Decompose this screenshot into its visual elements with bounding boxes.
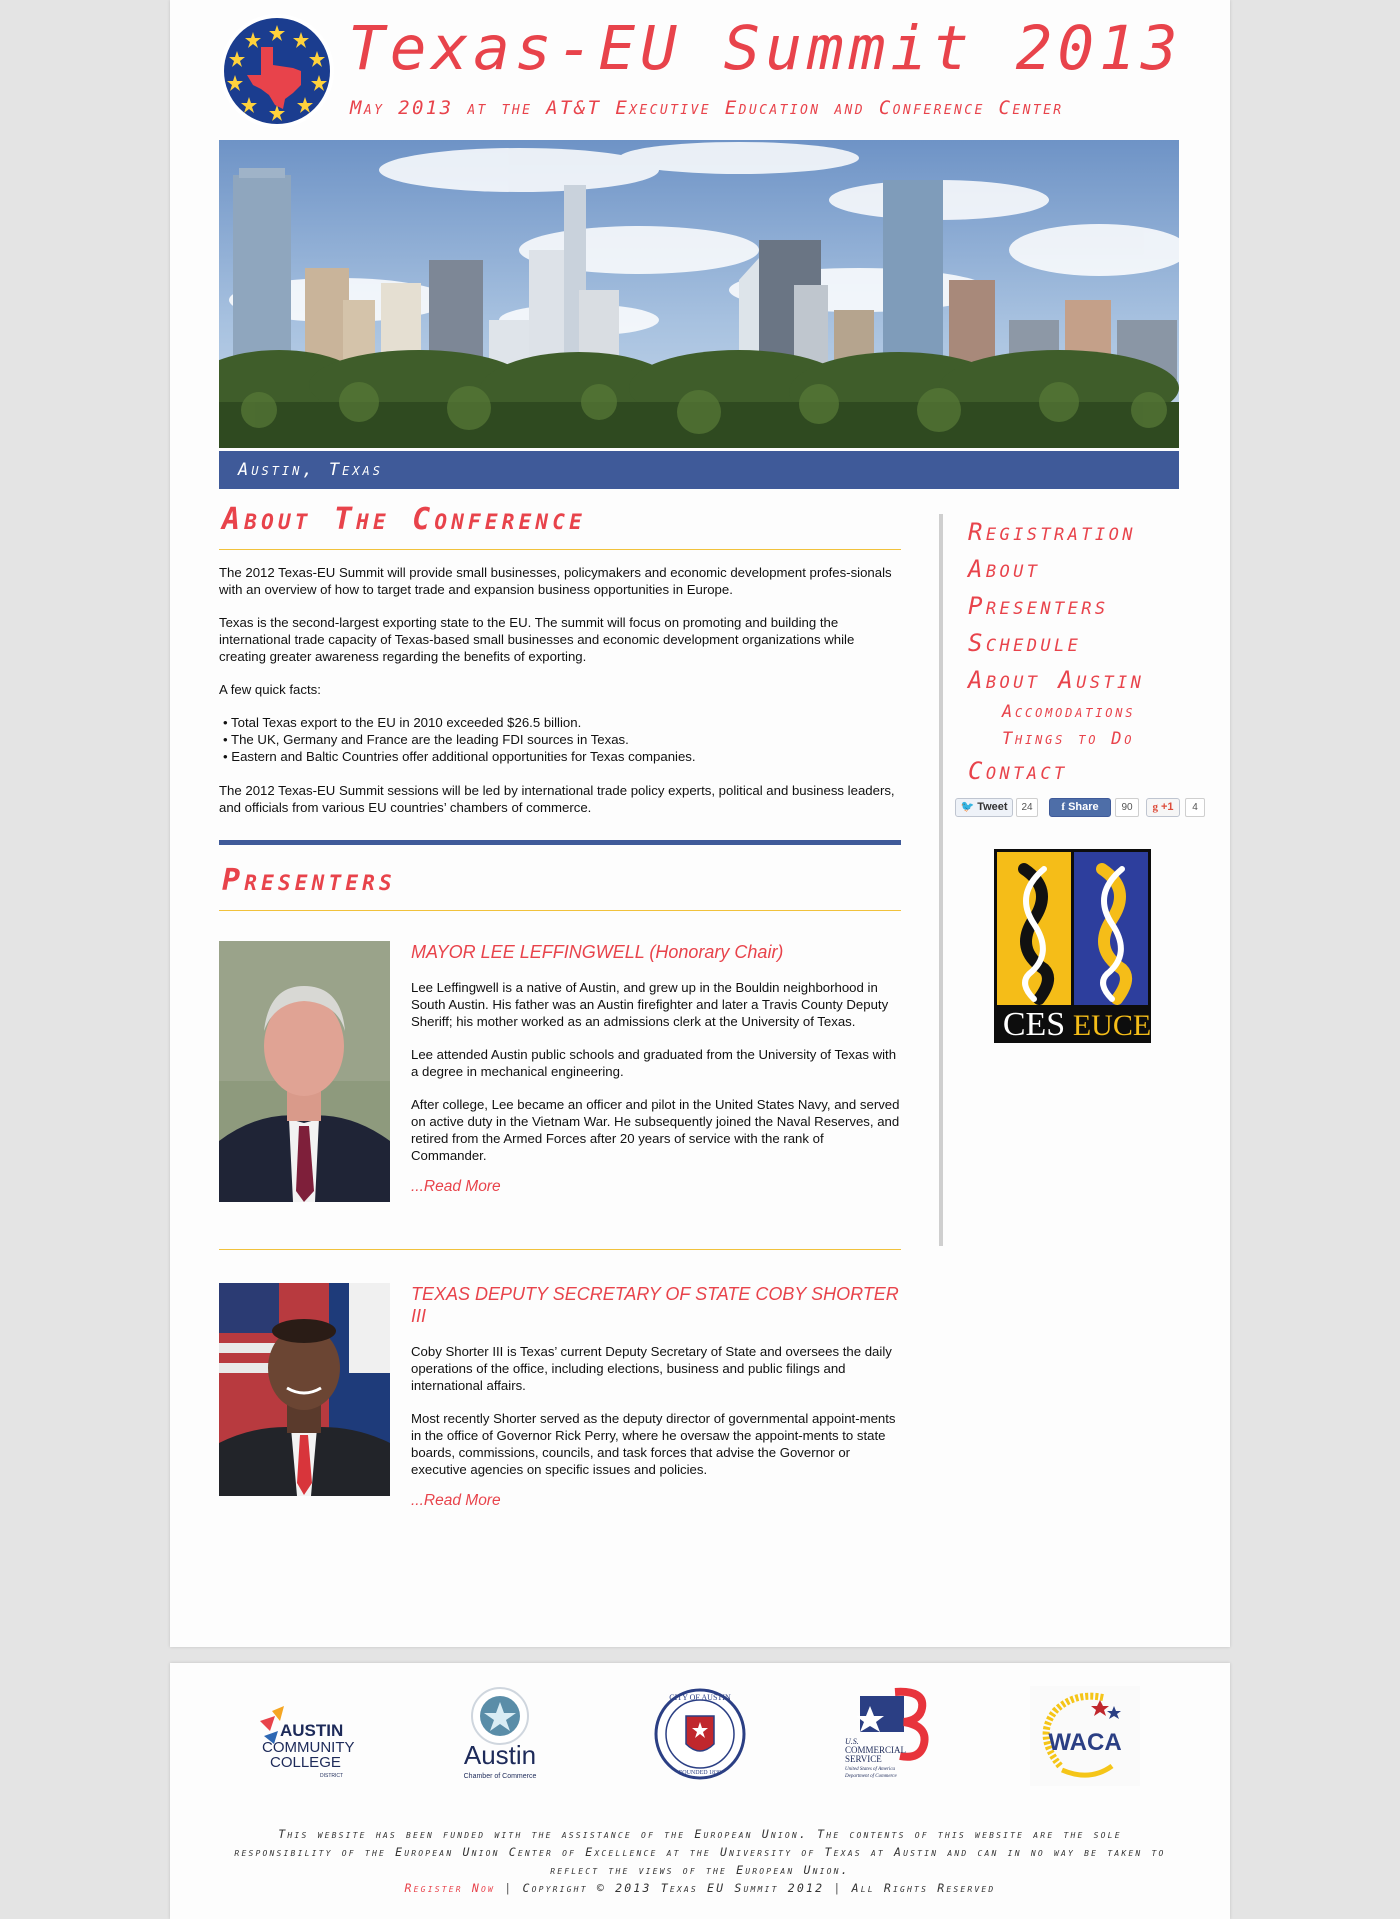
nav-item-things-to-do[interactable]: Things to Do bbox=[1002, 729, 1135, 749]
separator: | bbox=[833, 1881, 852, 1895]
acc-logo-line: AUSTIN bbox=[280, 1721, 344, 1740]
tweet-label: Tweet bbox=[977, 801, 1008, 813]
google-icon: g bbox=[1152, 801, 1158, 813]
fact-item: • The UK, Germany and France are the leading FDI sources in Texas. bbox=[223, 732, 629, 747]
facebook-icon: f bbox=[1061, 801, 1066, 813]
about-heading: About The Conference bbox=[222, 502, 586, 537]
presenter-card bbox=[219, 941, 901, 1249]
funding-disclaimer: This website has been funded with the assistance of the European Union. The contents of this website are the sole responsibility of the European Union Center of Excellence at the University of Texas at Austin and can in no way be taken to reflect the views of the European Union. bbox=[234, 1827, 1166, 1877]
presenter-name[interactable]: TEXAS DEPUTY SECRETARY OF STATE COBY SHORTER III bbox=[411, 1284, 899, 1326]
uscs-logo-line: COMMERCIAL bbox=[845, 1745, 907, 1755]
texas-eu-logo[interactable] bbox=[219, 13, 335, 129]
site-subtitle: May 2013 at the AT&T Executive Education and Conference Center bbox=[350, 97, 1064, 119]
uscs-logo-line: SERVICE bbox=[845, 1754, 882, 1764]
uscs-logo-line: Department of Commerce bbox=[845, 1774, 897, 1779]
presenter-bio: Most recently Shorter served as the deputy director of governmental appoint-ments in the office of Governor Rick Perry, where he oversaw the appoint-ments to state boards, commissions, councils, and task forces that advise the Governor or executive agencies on specific issues and policies. bbox=[411, 1411, 896, 1477]
fact-item: • Eastern and Baltic Countries offer additional opportunities for Texas companies. bbox=[223, 749, 696, 764]
ces-euce-logo[interactable] bbox=[994, 849, 1151, 1043]
about-paragraph: A few quick facts: bbox=[219, 682, 321, 697]
presenter-bio: After college, Lee became an officer and pilot in the United States Navy, and served on active duty in the Vietnam War. He subsequently joined the Naval Reserves, and retired from the Armed Forces after 20 years of service with the rank of Commander. bbox=[411, 1097, 900, 1163]
chamber-logo-line: Chamber of Commerce bbox=[463, 1773, 537, 1780]
city-seal-line: FOUNDED 1839 bbox=[678, 1770, 722, 1776]
twitter-icon: 🐦 bbox=[960, 801, 975, 813]
share-label: Share bbox=[1068, 801, 1099, 813]
about-paragraph: The 2012 Texas-EU Summit will provide small businesses, policymakers and economic development profes-sionals with an overview of how to target trade and expansion business opportunities in Europe. bbox=[219, 565, 892, 597]
presenter-photo bbox=[219, 1283, 390, 1496]
city-seal-line: CITY OF AUSTIN bbox=[669, 1693, 731, 1702]
footer-panel bbox=[170, 1663, 1230, 1919]
register-now-link[interactable]: Register Now bbox=[404, 1881, 496, 1895]
blue-divider bbox=[219, 840, 901, 845]
gold-divider bbox=[219, 549, 901, 550]
nav-item-schedule[interactable]: Schedule bbox=[968, 629, 1082, 657]
euce-logo-text: EUCE bbox=[1072, 1009, 1151, 1042]
footer-note bbox=[230, 1825, 1170, 1897]
city-of-austin-seal[interactable] bbox=[650, 1686, 750, 1786]
presenter-name[interactable]: MAYOR LEE LEFFINGWELL (Honorary Chair) bbox=[411, 942, 784, 962]
waca-logo[interactable] bbox=[1030, 1686, 1140, 1786]
austin-skyline-banner bbox=[219, 140, 1179, 448]
tweet-button[interactable] bbox=[955, 798, 1013, 817]
read-more-link[interactable]: ...Read More bbox=[411, 1178, 501, 1195]
chamber-logo-line: Austin bbox=[463, 1740, 537, 1770]
nav-item-accomodations[interactable]: Accomodations bbox=[1002, 702, 1136, 722]
tweet-count: 24 bbox=[1016, 798, 1038, 817]
nav-item-contact[interactable]: Contact bbox=[968, 757, 1068, 785]
gold-divider bbox=[219, 910, 901, 911]
acc-logo-line: COMMUNITY bbox=[262, 1739, 355, 1756]
site-title[interactable]: Texas-EU Summit 2013 bbox=[348, 13, 1183, 84]
presenters-heading: Presenters bbox=[222, 863, 396, 898]
main-panel bbox=[170, 0, 1230, 1647]
nav-item-about-austin[interactable]: About Austin bbox=[968, 666, 1145, 694]
nav-item-about[interactable]: About bbox=[968, 555, 1041, 583]
presenter-text bbox=[411, 1283, 901, 1510]
content-column bbox=[219, 500, 901, 1573]
presenter-bio: Coby Shorter III is Texas’ current Deputy Secretary of State and oversees the daily operations of the office, including elections, business and public filings and international affairs. bbox=[411, 1344, 892, 1393]
sidebar-nav bbox=[939, 514, 1199, 790]
uscs-logo-line: U.S. bbox=[845, 1737, 859, 1746]
austin-chamber-logo[interactable] bbox=[450, 1686, 550, 1786]
about-paragraph: Texas is the second-largest exporting state to the EU. The summit will focus on promoting and building the international trade capacity of Texas-based small businesses and economic development organizations while creating greater awareness regarding the benefits of exporting. bbox=[219, 615, 855, 664]
separator: | bbox=[504, 1881, 523, 1895]
facebook-share-button[interactable] bbox=[1049, 798, 1111, 817]
google-plusone-button[interactable] bbox=[1146, 798, 1180, 817]
rights-text: All Rights Reserved bbox=[851, 1881, 996, 1895]
nav-item-registration[interactable]: Registration bbox=[968, 518, 1136, 546]
acc-logo[interactable] bbox=[250, 1686, 360, 1786]
footer-bottom-line bbox=[230, 1879, 1170, 1897]
uscs-logo-line: United States of America bbox=[845, 1767, 896, 1772]
nav-item-presenters[interactable]: Presenters bbox=[968, 592, 1109, 620]
presenter-text bbox=[411, 941, 901, 1196]
fact-item: • Total Texas export to the EU in 2010 exceeded $26.5 billion. bbox=[223, 715, 582, 730]
copyright-text: Copyright © 2013 Texas EU Summit 2012 bbox=[522, 1881, 825, 1895]
waca-logo-text: WACA bbox=[1048, 1729, 1122, 1756]
banner-caption-bar bbox=[219, 451, 1179, 489]
social-buttons bbox=[955, 798, 1205, 818]
us-commercial-service-logo[interactable] bbox=[840, 1686, 950, 1786]
presenter-card bbox=[219, 1283, 901, 1573]
facts-list bbox=[219, 714, 901, 765]
gold-divider bbox=[219, 1249, 901, 1250]
acc-logo-line: COLLEGE bbox=[270, 1754, 341, 1771]
presenter-bio: Lee attended Austin public schools and graduated from the University of Texas with a degree in mechanical engineering. bbox=[411, 1047, 897, 1079]
read-more-link[interactable]: ...Read More bbox=[411, 1492, 501, 1509]
acc-logo-line: DISTRICT bbox=[320, 1773, 344, 1779]
sidebar bbox=[939, 514, 1199, 813]
presenter-photo bbox=[219, 941, 390, 1202]
ces-logo-text: CES bbox=[1002, 1006, 1066, 1043]
plusone-label: +1 bbox=[1161, 801, 1174, 813]
about-closing: The 2012 Texas-EU Summit sessions will be led by international trade policy experts, political and business leaders, and officials from various EU countries’ chambers of commerce. bbox=[219, 783, 895, 815]
banner-caption: Austin, Texas bbox=[238, 460, 383, 480]
share-count: 90 bbox=[1115, 798, 1139, 817]
presenter-bio: Lee Leffingwell is a native of Austin, and grew up in the Bouldin neighborhood in South Austin. His father was an Austin firefighter and later a Travis County Deputy Sheriff; his mother worked as an admissions clerk at the University of Texas. bbox=[411, 980, 889, 1029]
plusone-count: 4 bbox=[1185, 798, 1205, 817]
